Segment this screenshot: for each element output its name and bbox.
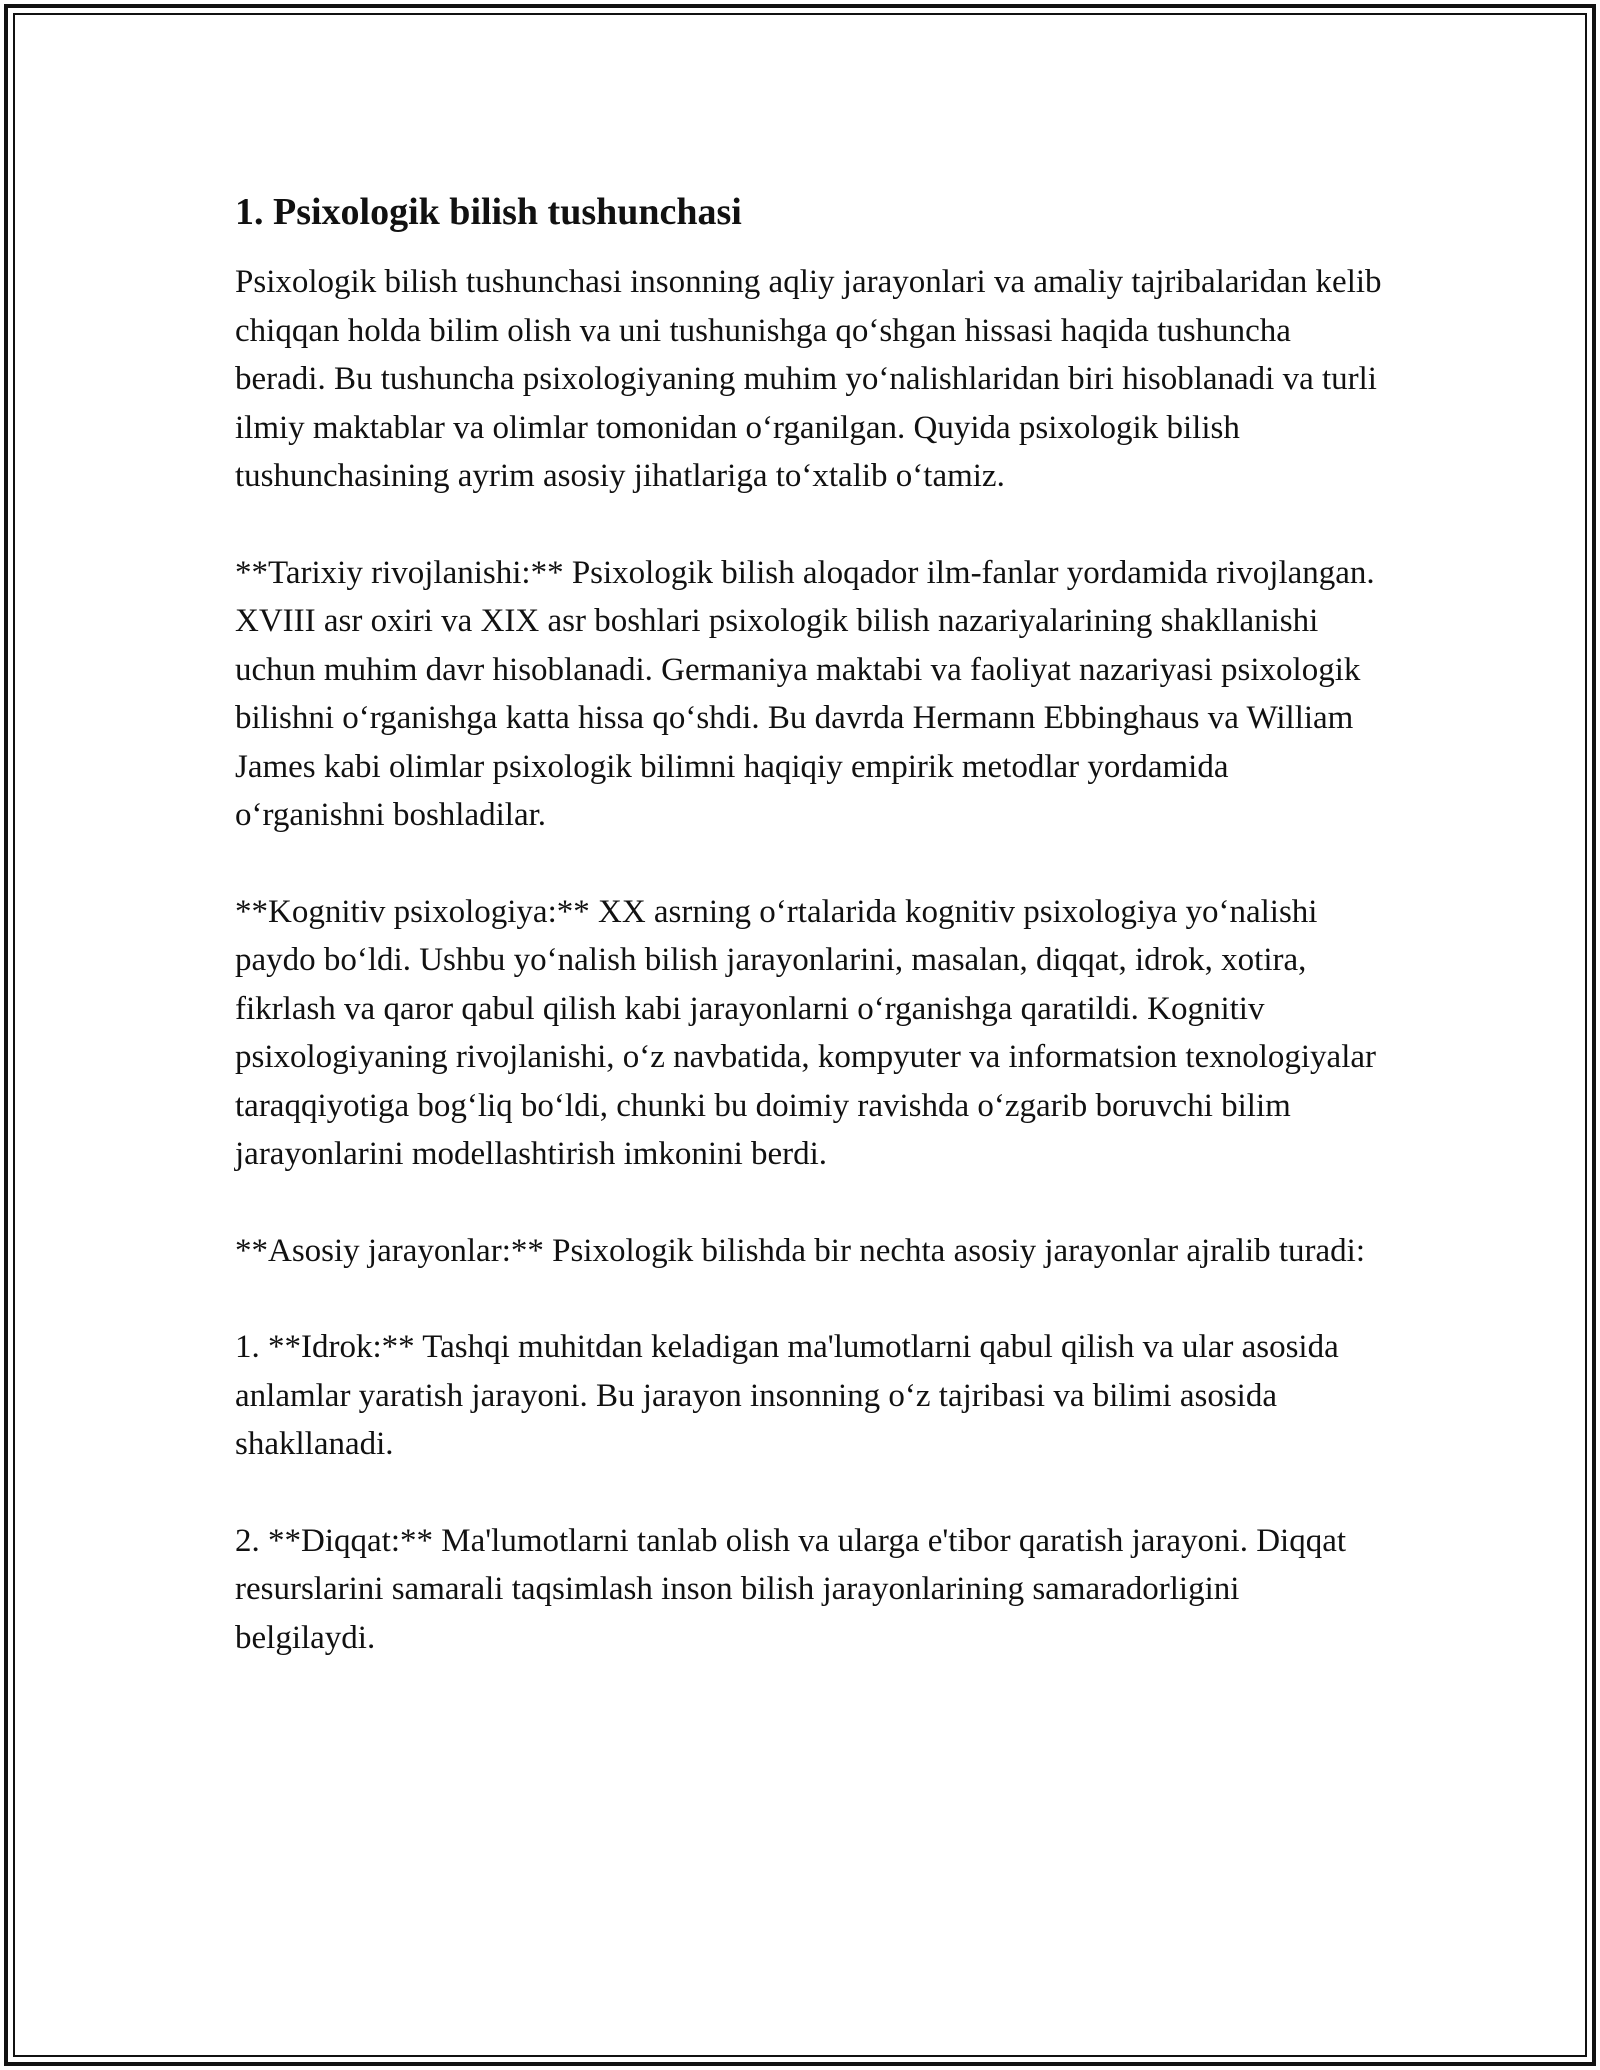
list-item-attention: 2. **Diqqat:** Ma'lumotlarni tanlab olish va ularga e'tibor qaratish jarayoni. Diqqat resurslarini samarali taqsimlash inson bilish jarayonlarining samaradorligini belgilaydi. (235, 1522, 1347, 1656)
paragraph-main-processes: **Asosiy jarayonlar:** Psixologik bilishda bir nechta asosiy jarayonlar ajralib turadi: (235, 1232, 1366, 1269)
paragraph-history: **Tarixiy rivojlanishi:** Psixologik bilish aloqador ilm-fanlar yordamida rivojlangan. XVIII asr oxiri va XIX asr boshlari psixologik bilish nazariyalarining shakllanishi uchun muhim davr hisoblanadi. Germaniya maktabi va faoliyat nazariyasi psixologik bilishni o‘rganishga katta hissa qo‘shdi. Bu davrda Hermann Ebbinghaus va William James kabi olimlar psixologik bilimni haqiqiy empirik metodlar yordamida o‘rganishni boshladilar. (235, 554, 1375, 833)
list-item-perception: 1. **Idrok:** Tashqi muhitdan keladigan ma'lumotlarni qabul qilish va ular asosida anlamlar yaratish jarayoni. Bu jarayon insonning o‘z tajribasi va bilimi asosida shakllanadi. (235, 1329, 1339, 1462)
section-heading: 1. Psixologik bilish tushunchasi (235, 191, 742, 233)
paragraph-cognitive: **Kognitiv psixologiya:** XX asrning o‘rtalarida kognitiv psixologiya yo‘nalishi paydo bo‘ldi. Ushbu yo‘nalish bilish jarayonlarini, masalan, diqqat, idrok, xotira, fikrlash va qaror qabul qilish kabi jarayonlarni o‘rganishga qaratildi. Kognitiv psixologiyaning rivojlanishi, o‘z navbatida, kompyuter va informatsion texnologiyalar taraqqiyotiga bog‘liq bo‘ldi, chunki bu doimiy ravishda o‘zgarib boruvchi bilim jarayonlarini modellashtirish imkonini berdi. (235, 893, 1377, 1172)
paragraph-intro: Psixologik bilish tushunchasi insonning aqliy jarayonlari va amaliy tajribalaridan kelib chiqqan holda bilim olish va uni tushunishga qo‘shgan hissasi haqida tushuncha beradi. Bu tushuncha psixologiyaning muhim yo‘nalishlaridan biri hisoblanadi va turli ilmiy maktablar va olimlar tomonidan o‘rganilgan. Quyida psixologik bilish tushunchasining ayrim asosiy jihatlariga to‘xtalib o‘tamiz. (235, 264, 1382, 494)
document-body (235, 188, 1385, 1710)
